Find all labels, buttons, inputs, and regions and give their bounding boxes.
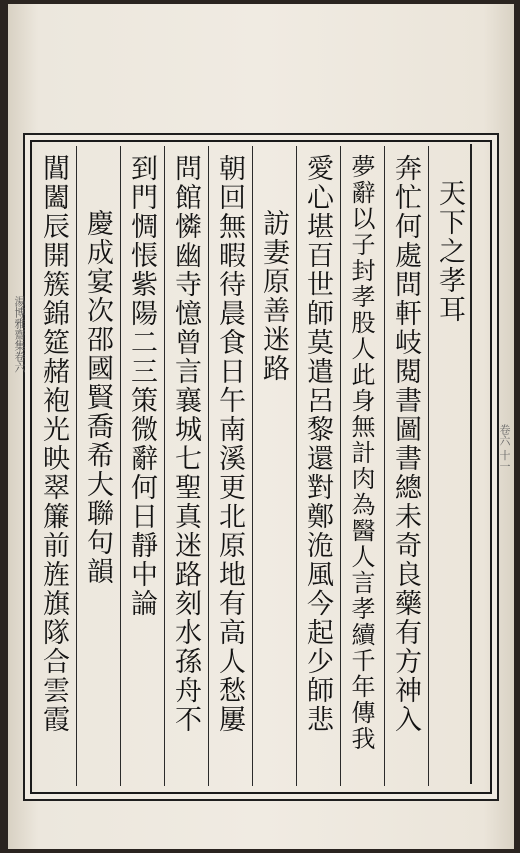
folio-number: 卷六 十一	[498, 424, 511, 472]
text-column-4: 愛心堪百世師莫遣呂黎還對鄭洈風今起少師悲	[302, 154, 333, 734]
text-column-2: 奔忙何處問軒岐閱書圖書總未奇良藥有方神入	[390, 154, 421, 734]
column-rule	[120, 146, 121, 786]
text-column-1: 天下之孝耳	[434, 179, 465, 324]
column-rule	[340, 146, 341, 786]
text-column-10: 閶闔辰開簇錦筵赭袍光映翠簾前旌旗隊合雲霞	[38, 154, 69, 734]
text-column-9: 慶成宴次邵國賢喬希大聯句韻	[82, 209, 113, 586]
page-gutter	[470, 144, 486, 784]
text-column-8: 到門惆悵紫陽二三策微辭何日靜中論	[126, 154, 157, 618]
book-page	[8, 4, 514, 849]
column-rule	[252, 146, 253, 786]
column-rule	[164, 146, 165, 786]
column-rule	[384, 146, 385, 786]
column-rule	[428, 146, 429, 786]
column-rule	[76, 146, 77, 786]
column-rule	[296, 146, 297, 786]
text-column-5: 訪妻原善迷路	[258, 209, 289, 383]
margin-title: 湯博雅齋集卷六	[13, 296, 26, 373]
text-column-7: 問館憐幽寺憶曾言襄城七聖真迷路刻水孫舟不	[170, 154, 201, 734]
text-column-6: 朝回無暇待晨食日午南溪更北原地有高人愁屢	[214, 154, 245, 734]
text-column-3: 夢辭以子封孝股人此身無計肉為醫人言孝續千年傳我	[347, 154, 375, 752]
column-rule	[208, 146, 209, 786]
